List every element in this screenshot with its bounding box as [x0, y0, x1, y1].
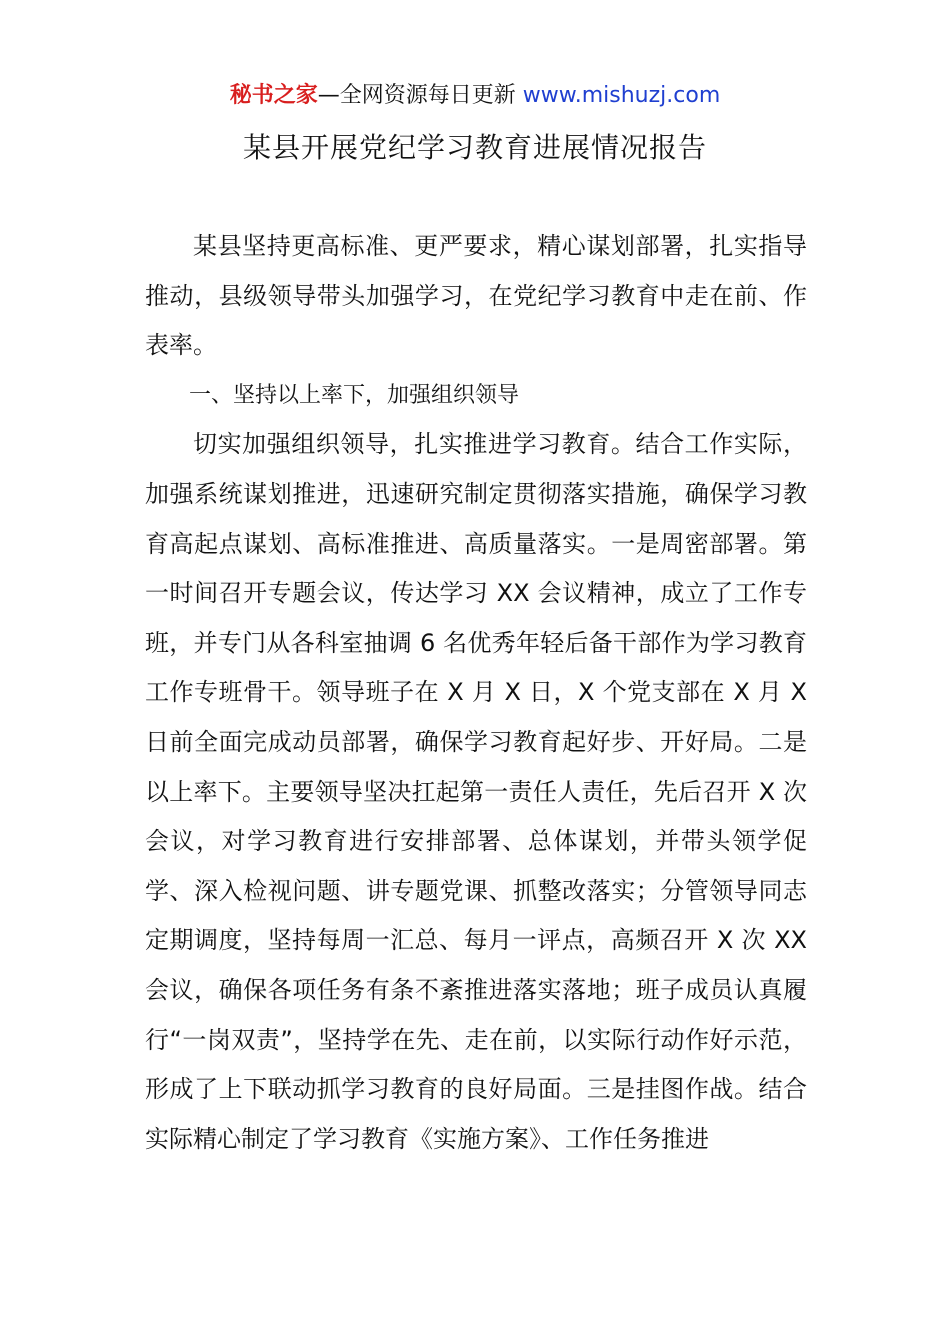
section-heading: 一、坚持以上率下，加强组织领导	[189, 382, 520, 408]
site-url: www.mishuzj.com	[522, 83, 721, 108]
brand-name: 秘书之家	[229, 83, 318, 108]
section-paragraph: 切实加强组织领导，扎实推进学习教育。结合工作实际，加强系统谋划推进，迅速研究制定贯彻落实措施，确保学习教育高起点谋划、高标准推进、高质量落实。一是周密部署。第一时间召开专题会议，传达学习 XX 会议精神，成立了工作专班，并专门从各科室抽调 6 名优秀年轻后备干部作为学习教育工作专班骨干。领导班子在 X 月 X 日，X 个党支部在 X 月 X 日前全面完成动员部署，确保学习教育起好步、开好局。二是以上率下。主要领导坚决扛起第一责任人责任，先后召开 X 次会议，对学习教育进行安排部署、总体谋划，并带头领学促学、深入检视问题、讲专题党课、抓整改落实；分管领导同志定期调度，坚持每周一汇总、每月一评点，高频召开 X 次 XX 会议，确保各项任务有条不紊推进落实落地；班子成员认真履行“一岗双责”，坚持学在先、走在前，以实际行动作好示范，形成了上下联动抓学习教育的良好局面。三是挂图作战。结合实际精心制定了学习教育《实施方案》、工作任务推进	[145, 430, 807, 1153]
document-title: 某县开展党纪学习教育进展情况报告	[242, 131, 707, 164]
site-header	[0, 80, 950, 112]
document-body	[145, 222, 807, 1164]
intro-paragraph: 某县坚持更高标准、更严要求，精心谋划部署，扎实指导推动，县级领导带头加强学习，在党纪学习教育中走在前、作表率。	[145, 232, 807, 360]
header-slogan: —全网资源每日更新	[317, 83, 516, 108]
